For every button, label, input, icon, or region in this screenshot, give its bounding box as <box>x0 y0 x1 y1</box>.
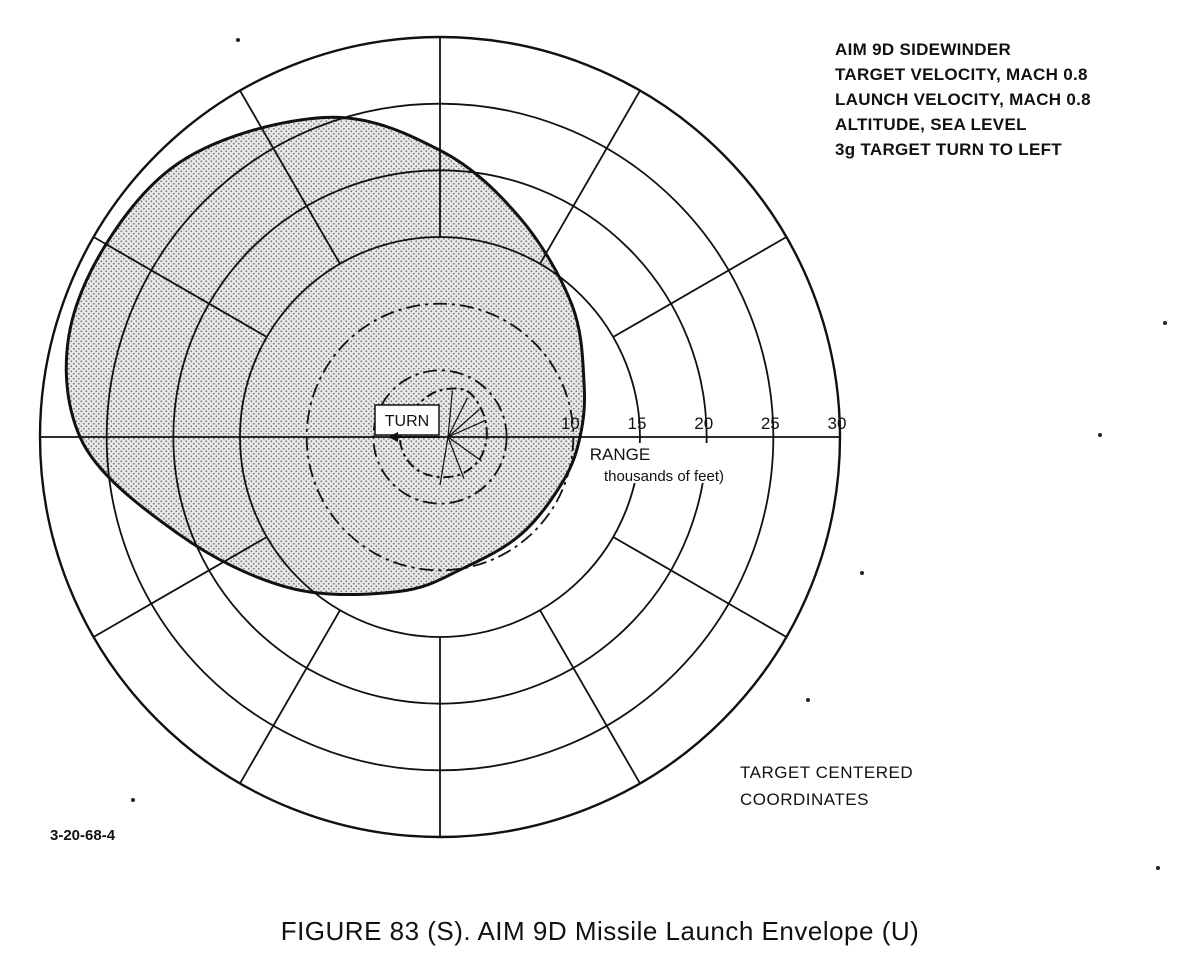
radial-spoke-300 <box>540 610 640 783</box>
radial-spoke-240 <box>240 610 340 783</box>
coordinates-note-line-1: TARGET CENTERED <box>740 763 914 782</box>
turn-label: TURN <box>384 413 430 430</box>
legend-line-4: ALTITUDE, SEA LEVEL <box>835 115 1027 134</box>
legend-line-2: TARGET VELOCITY, MACH 0.8 <box>835 65 1088 84</box>
radial-spoke-210 <box>94 537 267 637</box>
radial-spoke-30 <box>613 237 786 337</box>
radial-spoke-330 <box>613 537 786 637</box>
launch-envelope-area <box>66 117 584 594</box>
range-tick-10: 10 <box>560 414 580 433</box>
legend-line-3: LAUNCH VELOCITY, MACH 0.8 <box>835 90 1091 109</box>
coordinates-note-line-2: COORDINATES <box>740 790 869 809</box>
figure-caption: FIGURE 83 (S). AIM 9D Missile Launch Envelope (U) <box>280 916 920 946</box>
range-label: RANGE <box>589 445 651 464</box>
legend-block <box>835 40 1091 159</box>
legend-line-1: AIM 9D SIDEWINDER <box>835 40 1012 59</box>
document-id: 3-20-68-4 <box>50 827 116 844</box>
range-tick-25: 25 <box>760 414 780 433</box>
radial-spoke-60 <box>540 91 640 264</box>
range-tick-15: 15 <box>627 414 647 433</box>
range-units-label: thousands of feet) <box>603 468 725 485</box>
legend-line-5: 3g TARGET TURN TO LEFT <box>835 140 1062 159</box>
range-tick-30: 30 <box>827 414 847 433</box>
range-tick-20: 20 <box>694 414 714 433</box>
